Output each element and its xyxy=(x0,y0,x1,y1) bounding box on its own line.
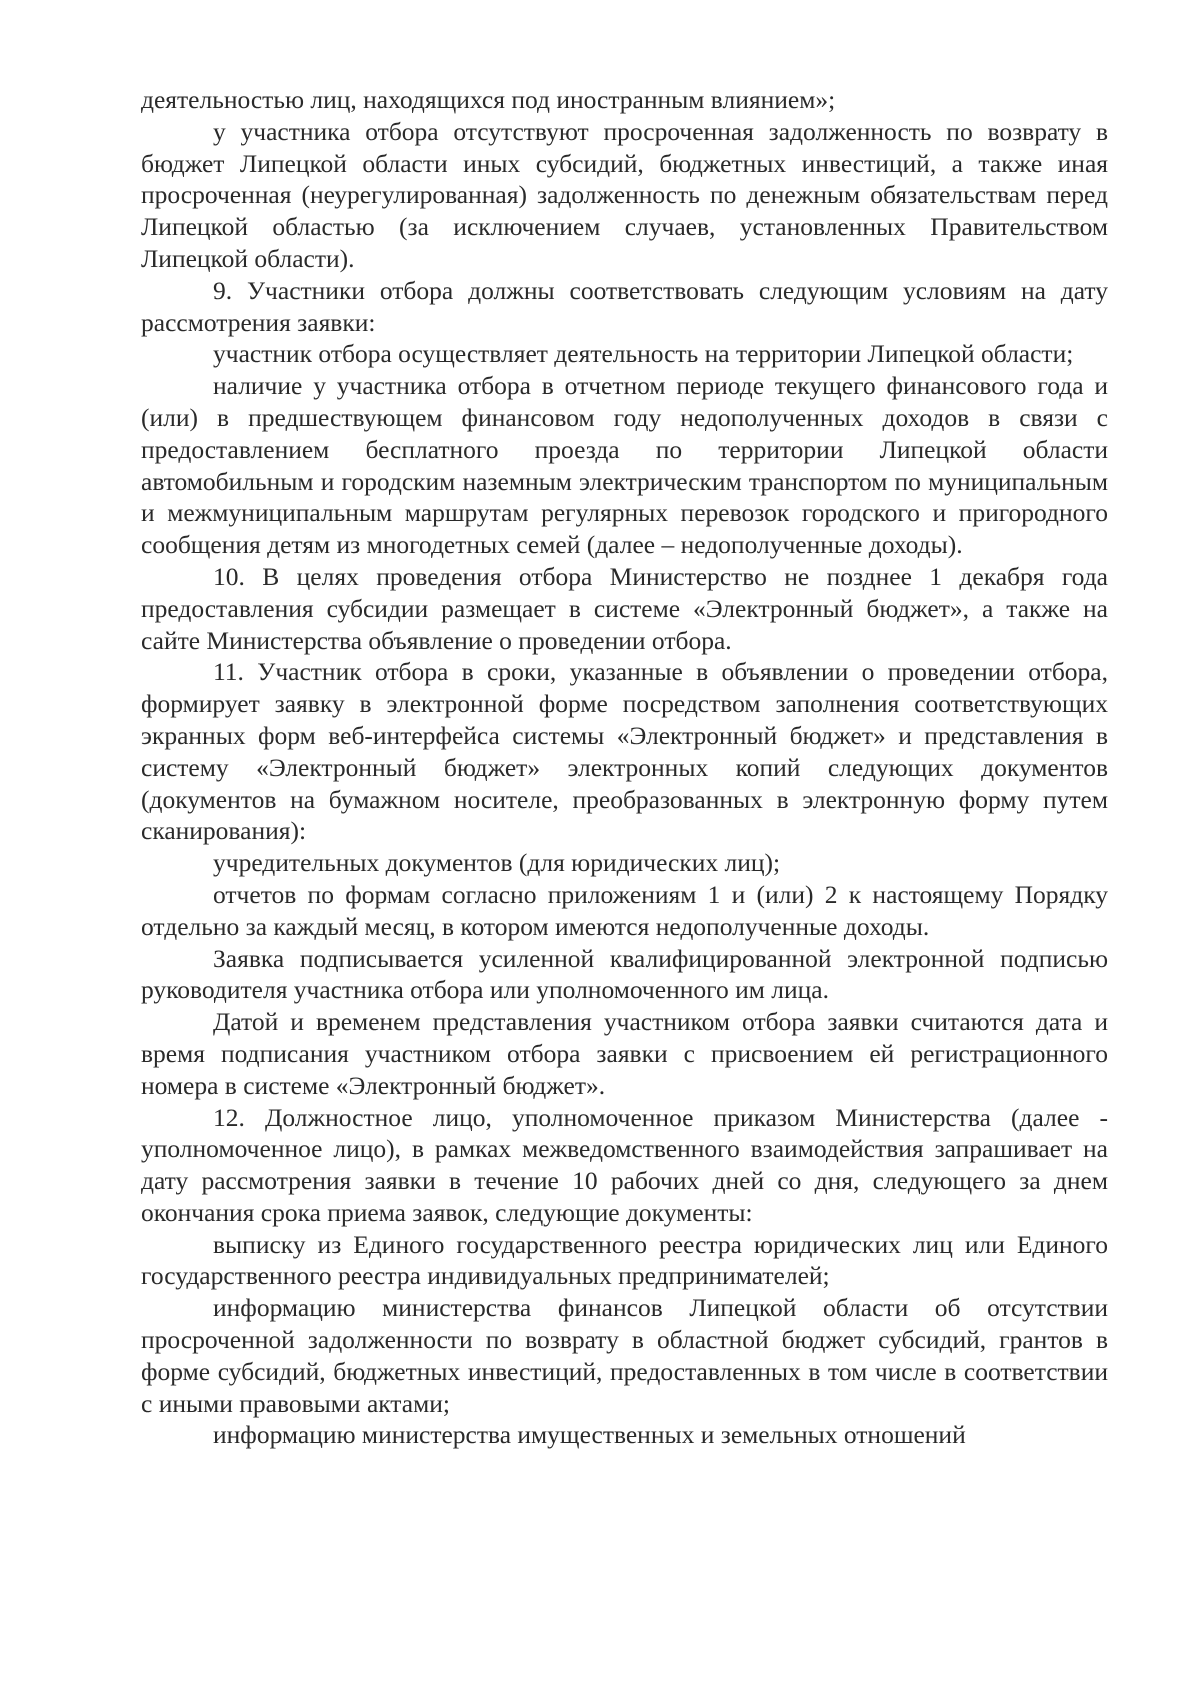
paragraph-continuation: деятельностью лиц, находящихся под иностранным влиянием»; xyxy=(141,85,836,114)
paragraph-no-debt-condition: у участника отбора отсутствуют просроченная задолженность по возврату в бюджет Липецкой области иных субсидий, бюджетных инвестиций, а также иная просроченная (неурегулированная) задолженность по денежным обязательствам перед Липецкой областью (за исключением случаев, установленных Правительством Липецкой области). xyxy=(141,116,1108,273)
paragraph-finance-ministry-info: информацию министерства финансов Липецкой области об отсутствии просроченной задолженности по возврату в областной бюджет субсидий, грантов в форме субсидий, бюджетных инвестиций, предоставленных в том числе в соответствии с иными правовыми актами; xyxy=(141,1293,1108,1418)
paragraph-item-12: 12. Должностное лицо, уполномоченное приказом Министерства (далее - уполномоченное лицо), в рамках межведомственного взаимодействия запрашивает на дату рассмотрения заявки в течение 10 рабочих дней со дня, следующего за днем окончания срока приема заявок, следующие документы: xyxy=(141,1102,1108,1227)
paragraph-territory-condition: участник отбора осуществляет деятельность на территории Липецкой области; xyxy=(213,339,1074,369)
paragraph-property-ministry-info: информацию министерства имущественных и земельных отношений xyxy=(213,1420,966,1450)
paragraph-item-11: 11. Участник отбора в сроки, указанные в объявлении о проведении отбора, формирует заявку в электронной форме посредством заполнения соответствующих экранных форм веб-интерфейса системы «Электронный бюджет» и представления в систему «Электронный бюджет» электронных копий следующих документов (документов на бумажном носителе, преобразованных в электронную форму путем сканирования): xyxy=(141,657,1108,846)
paragraph-submission-date: Датой и временем представления участником отбора заявки считаются дата и время подписания участником отбора заявки с присвоением ей регистрационного номера в системе «Электронный бюджет». xyxy=(141,1007,1108,1100)
paragraph-registry-extract: выписку из Единого государственного реестра юридических лиц или Единого государственного реестра индивидуальных предпринимателей; xyxy=(141,1229,1108,1291)
paragraph-item-10: 10. В целях проведения отбора Министерство не позднее 1 декабря года предоставления субсидии размещает в системе «Электронный бюджет», а также на сайте Министерства объявление о проведении отбора. xyxy=(141,561,1108,655)
document-body xyxy=(141,84,1108,1451)
paragraph-reports: отчетов по формам согласно приложениям 1 и (или) 2 к настоящему Порядку отдельно за каждый месяц, в котором имеются недополученные доходы. xyxy=(141,879,1108,941)
paragraph-lost-income-condition: наличие у участника отбора в отчетном периоде текущего финансового года и (или) в предшествующем финансовом году недополученных доходов в связи с предоставлением бесплатного проезда по территории Липецкой области автомобильным и городским наземным электрическим транспортом по муниципальным и межмуниципальным маршрутам регулярных перевозок городского и пригородного сообщения детям из многодетных семей (далее – недополученные доходы). xyxy=(141,371,1108,560)
paragraph-signature: Заявка подписывается усиленной квалифицированной электронной подписью руководителя участника отбора или уполномоченного им лица. xyxy=(141,943,1108,1005)
paragraph-founding-documents: учредительных документов (для юридических лиц); xyxy=(213,848,781,878)
paragraph-item-9: 9. Участники отбора должны соответствовать следующим условиям на дату рассмотрения заявки: xyxy=(141,275,1108,337)
